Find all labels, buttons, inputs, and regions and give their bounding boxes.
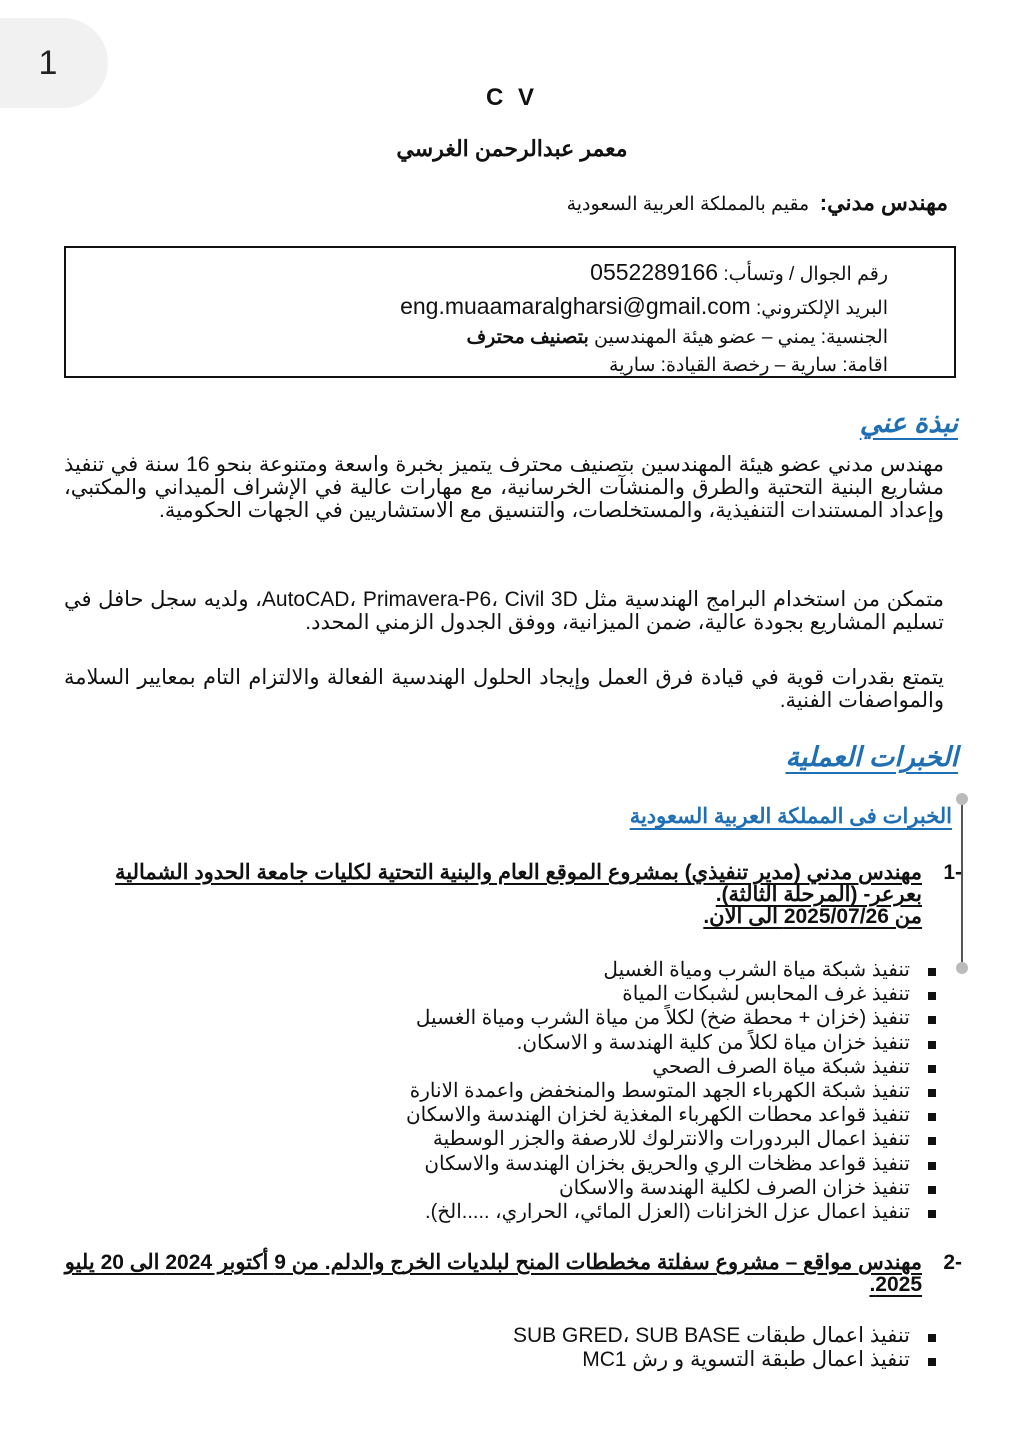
page-number-badge: 1 [0, 18, 108, 108]
task-item: تنفيذ اعمال طبقات SUB GRED، SUB BASE [142, 1324, 942, 1348]
job-1-title-text: مهندس مدني (مدير تنفيذي) بمشروع الموقع العام والبنية التحتية لكليات جامعة الحدود الشمالية بعرعر- (المرحلة الثالثة). [114, 861, 922, 906]
residence-text: مقيم بالمملكة العربية السعودية [566, 194, 810, 215]
phone-line [126, 256, 888, 291]
task-item: تنفيذ خزان مياة لكلاً من كلية الهندسة و الاسكان. [142, 1031, 942, 1055]
job-1-period: من 2025/07/26 الى الان. [703, 905, 922, 928]
email-label: البريد الإلكتروني: [750, 298, 888, 319]
nationality-line [126, 324, 888, 352]
about-paragraph-3: يتمتع بقدرات قوية في قيادة فرق العمل وإيجاد الحلول الهندسية الفعالة والالتزام التام بمعايير السلامة والمواصفات الفنية. [64, 666, 944, 712]
scrollbar-handle-bottom[interactable] [956, 962, 968, 974]
email-address[interactable]: eng.muaamaralgharsi@gmail.com [400, 293, 751, 319]
job-2-tasks [142, 1324, 942, 1372]
task-item: تنفيذ شبكة مياة الصرف الصحي [142, 1055, 942, 1079]
task-item: تنفيذ اعمال عزل الخزانات (العزل المائي، الحراري، .....الخ). [142, 1200, 942, 1224]
classification-text: بتصنيف محترف [466, 327, 589, 348]
about-heading: نبذة عني [859, 408, 958, 438]
about-paragraph-1: مهندس مدني عضو هيئة المهندسين بتصنيف محترف يتميز بخبرة واسعة ومتنوعة بنحو 16 سنة في تنفيذ مشاريع البنية التحتية والطرق والمنشآت الخرسانية، مع مهارات عالية في الإشراف الميداني والمكتبي، وإعداد المستندات التنفيذية، والمستخلصات، والتنسيق مع الاستشاريين في الجهات الحكومية. [64, 453, 945, 522]
job-1-tasks [142, 958, 942, 1224]
task-item: تنفيذ اعمال طبقة التسوية و رش MC1 [142, 1348, 942, 1372]
experience-heading: الخبرات العملية [785, 742, 958, 772]
task-item: تنفيذ (خزان + محطة ضخ) لكلاً من مياة الشرب ومياة الغسيل [142, 1006, 942, 1030]
email-line [126, 291, 888, 324]
job-2-title [62, 1252, 962, 1296]
job-1-number: -1 [943, 861, 962, 884]
about-paragraph-2: متمكن من استخدام البرامج الهندسية مثل AutoCAD، Primavera-P6، Civil 3D، ولديه سجل حافل في تسليم المشاريع بجودة عالية، ضمن الميزانية، ووفق الجدول الزمني المحدد. [64, 588, 944, 634]
phone-label: رقم الجوال / وتسأب: [718, 264, 888, 285]
experience-subheading: الخبرات فى المملكة العربية السعودية [629, 805, 952, 828]
document-title: C V [485, 84, 538, 111]
job-2-number: -2 [943, 1251, 962, 1274]
task-item: تنفيذ شبكة مياة الشرب ومياة الغسيل [142, 958, 942, 982]
scrollbar-handle-top[interactable] [956, 793, 968, 805]
nationality-text: الجنسية: يمني – عضو هيئة المهندسين [588, 327, 888, 348]
residency-line: اقامة: سارية – رخصة القيادة: سارية [609, 355, 888, 376]
task-item: تنفيذ خزان الصرف لكلية الهندسة والاسكان [142, 1176, 942, 1200]
phone-number[interactable]: 0552289166 [590, 259, 719, 285]
task-item: تنفيذ شبكة الكهرباء الجهد المتوسط والمنخفض واعمدة الانارة [142, 1079, 942, 1103]
job-2-title-text: مهندس مواقع – مشروع سفلتة مخططات المنح لبلديات الخرج والدلم. من 9 أكتوبر 2024 الى 20 يليو 2025. [64, 1251, 922, 1296]
role-label: مهندس مدني: [819, 190, 948, 215]
task-item: تنفيذ اعمال البردورات والانترلوك للارصفة والجزر الوسطية [142, 1127, 942, 1151]
contact-box [64, 246, 956, 378]
job-1-title [64, 862, 962, 928]
role-line [567, 190, 948, 216]
task-item: تنفيذ قواعد محطات الكهرباء المغذية لخزان الهندسة والاسكان [142, 1103, 942, 1127]
task-item: تنفيذ غرف المحابس لشبكات المياة [142, 982, 942, 1006]
candidate-name: معمر عبدالرحمن الغرسي [396, 136, 628, 161]
task-item: تنفيذ قواعد مظخات الري والحريق بخزان الهندسة والاسكان [142, 1152, 942, 1176]
